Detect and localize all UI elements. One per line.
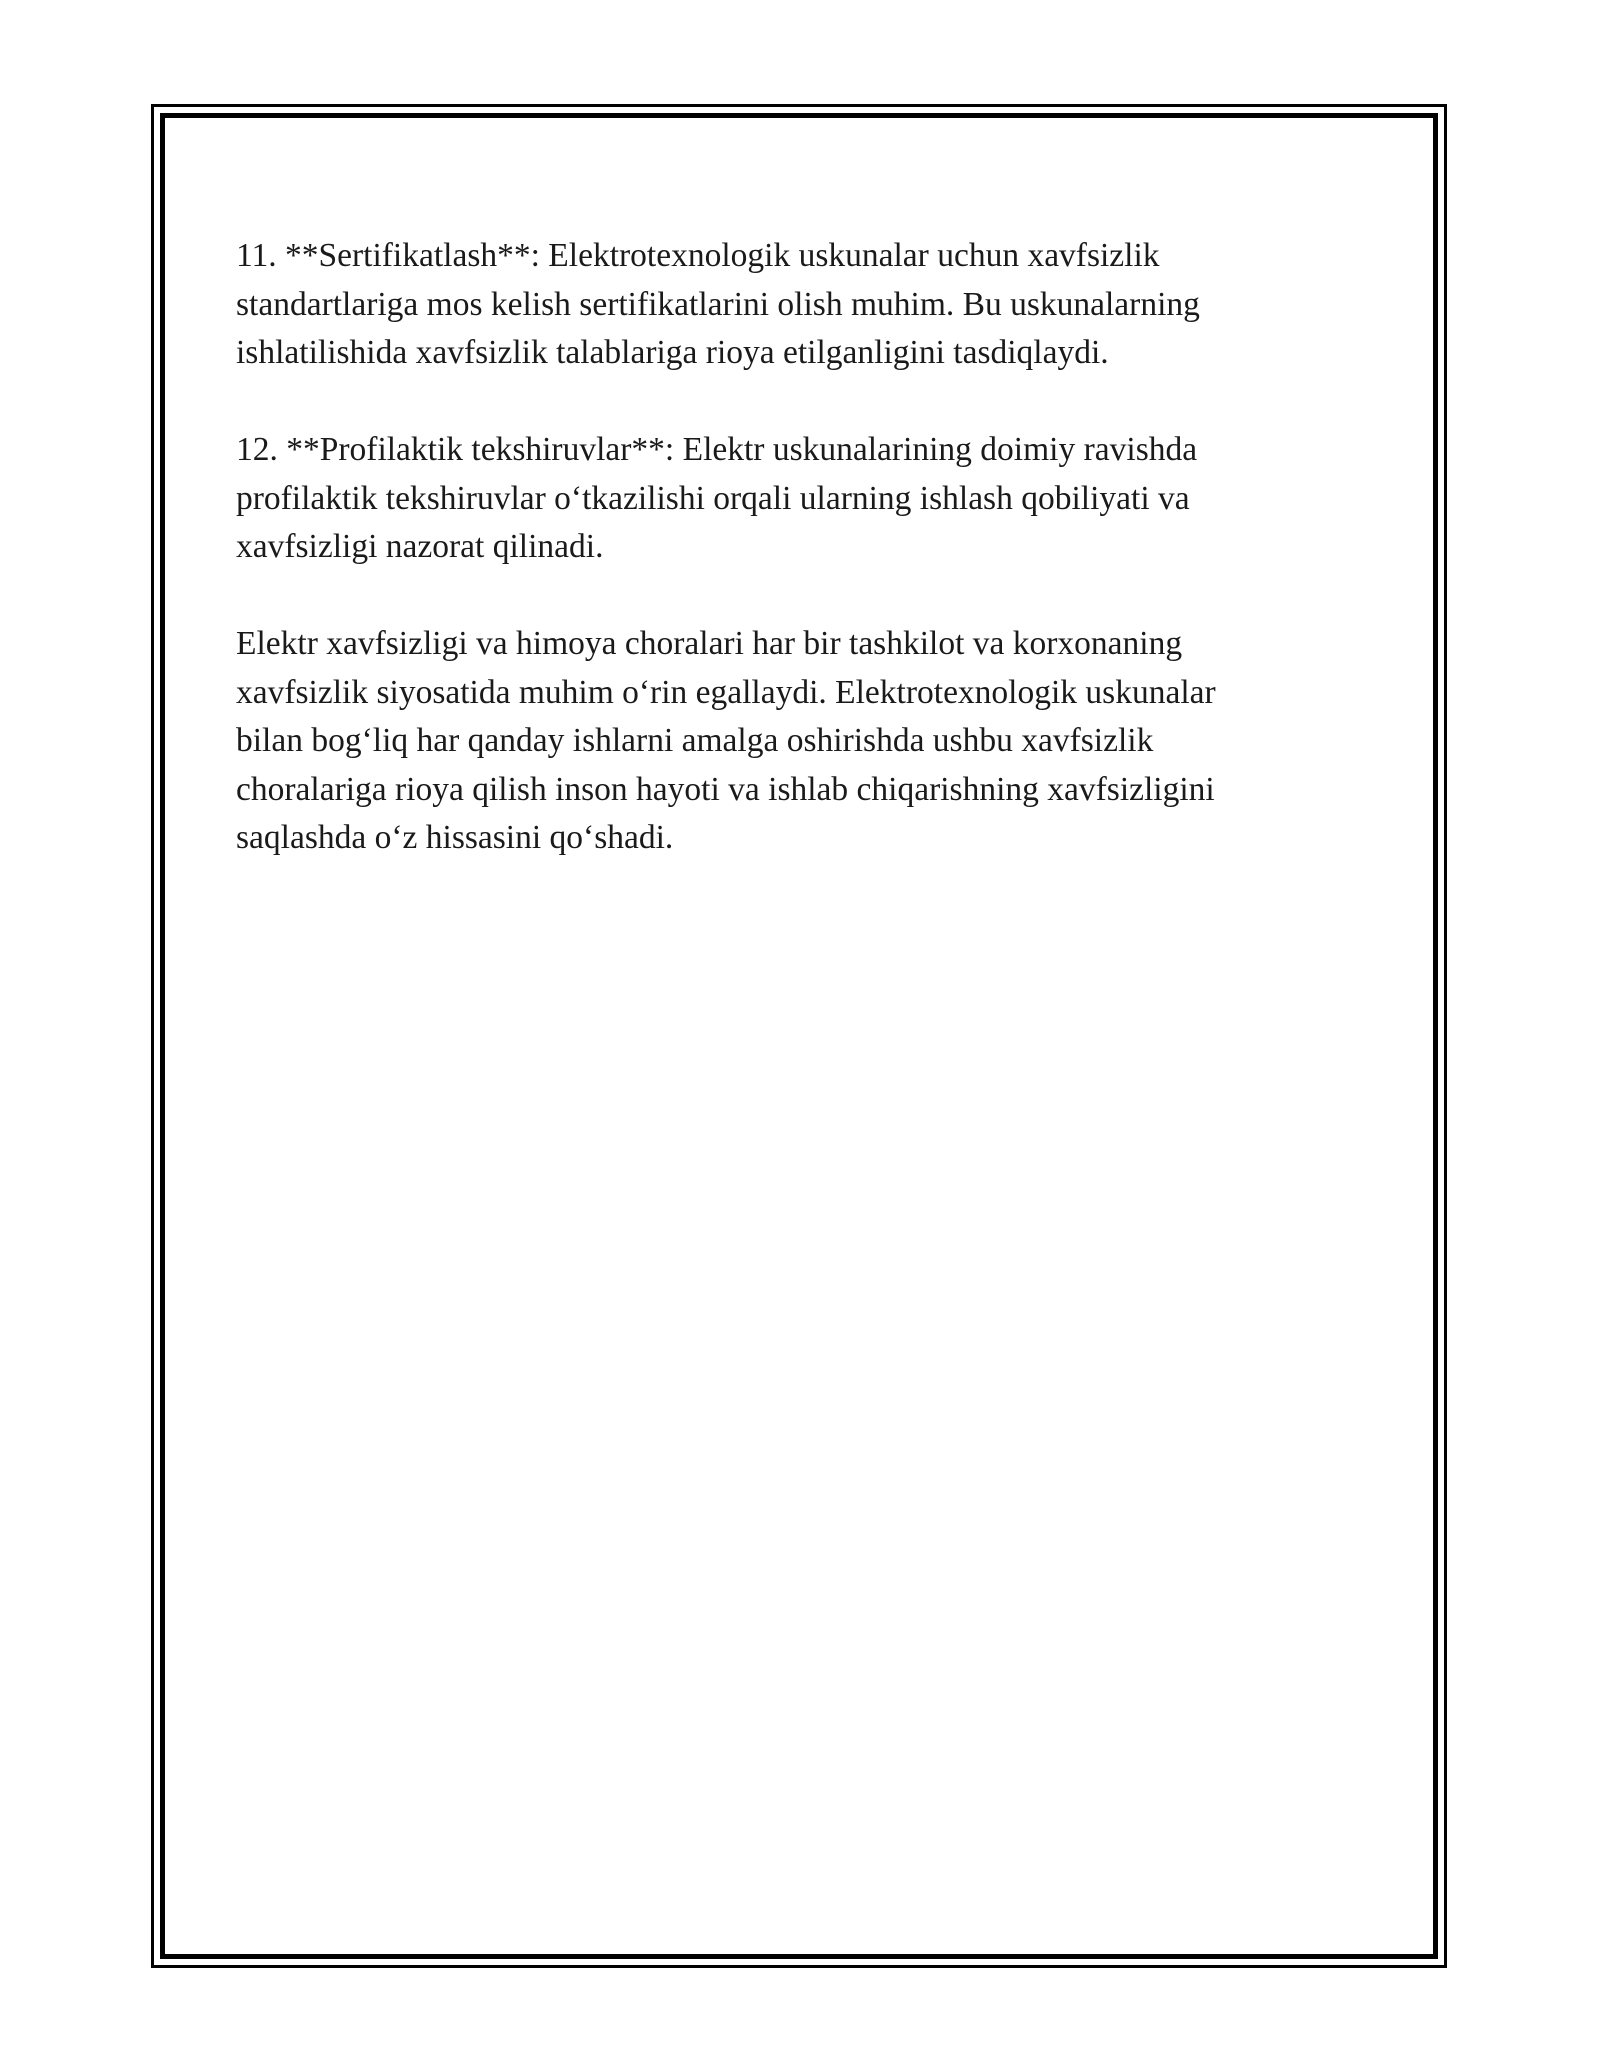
text-line: xavfsizligi nazorat qilinadi. — [236, 528, 604, 565]
text-line: bilan bogʻliq har qanday ishlarni amalga oshirishda ushbu xavfsizlik — [236, 722, 1154, 759]
text-line: 12. **Profilaktik tekshiruvlar**: Elektr uskunalarining doimiy ravishda — [236, 431, 1198, 468]
text-line: ishlatilishida xavfsizlik talablariga rioya etilganligini tasdiqlaydi. — [236, 334, 1109, 371]
text-line: Elektr xavfsizligi va himoya choralari har bir tashkilot va korxonaning — [236, 625, 1183, 662]
document-body — [236, 232, 1366, 863]
text-line: 11. **Sertifikatlash**: Elektrotexnologik uskunalar uchun xavfsizlik — [236, 237, 1160, 274]
text-line: saqlashda oʻz hissasini qoʻshadi. — [236, 819, 674, 856]
text-line: profilaktik tekshiruvlar oʻtkazilishi orqali ularning ishlash qobiliyati va — [236, 479, 1190, 517]
paragraph-conclusion — [236, 620, 1366, 863]
paragraph-profilaktik-tekshiruvlar — [236, 426, 1366, 572]
paragraph-sertifikatlash — [236, 232, 1366, 378]
text-line: standartlariga mos kelish sertifikatlarini olish muhim. Bu uskunalarning — [236, 285, 1200, 323]
text-line: xavfsizlik siyosatida muhim oʻrin egallaydi. Elektrotexnologik uskunalar — [236, 673, 1216, 711]
text-line: choralariga rioya qilish inson hayoti va ishlab chiqarishning xavfsizligini — [236, 770, 1215, 808]
